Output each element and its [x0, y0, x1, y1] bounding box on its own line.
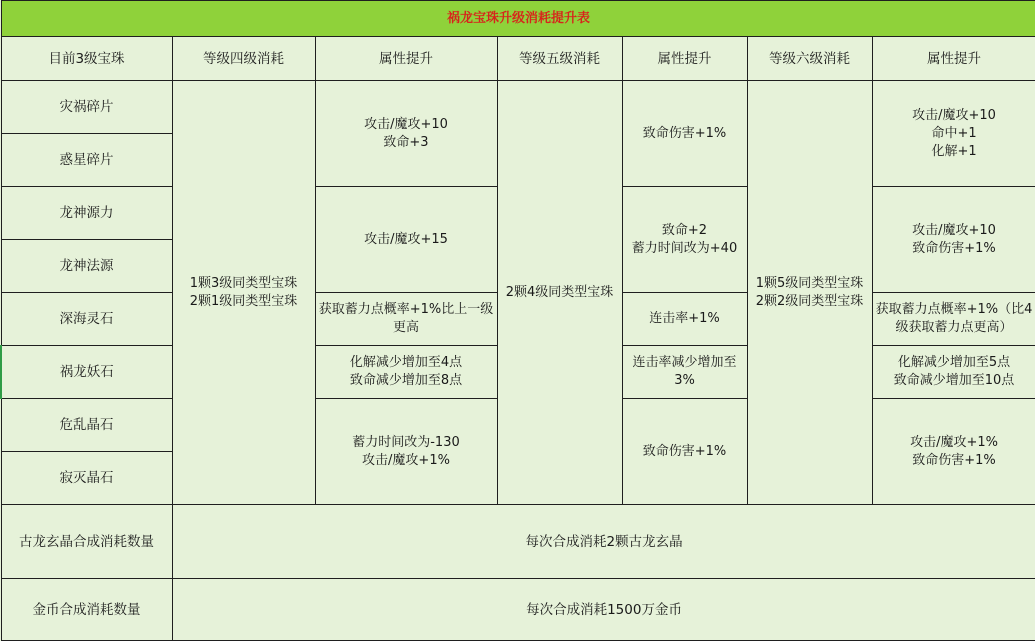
- header-current-gem[interactable]: 目前3级宝珠: [1, 37, 172, 81]
- gem-name-cell[interactable]: 惑星碎片: [1, 134, 172, 187]
- header-lv4-attr[interactable]: 属性提升: [315, 37, 497, 81]
- lv4-attr-cell[interactable]: 蓄力时间改为-130 攻击/魔攻+1%: [315, 399, 497, 505]
- lv5-attr-cell[interactable]: 连击率+1%: [622, 293, 747, 346]
- table-title[interactable]: 祸龙宝珠升级消耗提升表: [1, 1, 1035, 37]
- footer-value-cell[interactable]: 每次合成消耗1500万金币: [172, 579, 1035, 641]
- header-lv6-cost[interactable]: 等级六级消耗: [747, 37, 872, 81]
- lv4-attr-cell[interactable]: 攻击/魔攻+10 致命+3: [315, 81, 497, 187]
- lv4-attr-cell[interactable]: 获取蓄力点概率+1%比上一级更高: [315, 293, 497, 346]
- gem-name-cell[interactable]: 寂灭晶石: [1, 452, 172, 505]
- header-lv6-attr[interactable]: 属性提升: [872, 37, 1035, 81]
- gem-name-cell[interactable]: 龙神法源: [1, 240, 172, 293]
- footer-label-cell[interactable]: 古龙玄晶合成消耗数量: [1, 505, 172, 579]
- lv5-cost-cell[interactable]: 2颗4级同类型宝珠: [497, 81, 622, 505]
- lv5-attr-cell[interactable]: 致命伤害+1%: [622, 399, 747, 505]
- gem-name-cell[interactable]: 祸龙妖石: [1, 346, 172, 399]
- lv4-attr-cell[interactable]: 化解减少增加至4点 致命减少增加至8点: [315, 346, 497, 399]
- footer-label-cell[interactable]: 金币合成消耗数量: [1, 579, 172, 641]
- header-lv5-cost[interactable]: 等级五级消耗: [497, 37, 622, 81]
- lv6-attr-cell[interactable]: 攻击/魔攻+10 命中+1 化解+1: [872, 81, 1035, 187]
- lv6-attr-cell[interactable]: 攻击/魔攻+1% 致命伤害+1%: [872, 399, 1035, 505]
- footer-value-cell[interactable]: 每次合成消耗2颗古龙玄晶: [172, 505, 1035, 579]
- lv5-attr-cell[interactable]: 致命伤害+1%: [622, 81, 747, 187]
- lv4-cost-cell[interactable]: 1颗3级同类型宝珠 2颗1级同类型宝珠: [172, 81, 315, 505]
- lv6-cost-cell[interactable]: 1颗5级同类型宝珠 2颗2级同类型宝珠: [747, 81, 872, 505]
- lv6-attr-cell[interactable]: 化解减少增加至5点 致命减少增加至10点: [872, 346, 1035, 399]
- lv6-attr-cell[interactable]: 获取蓄力点概率+1%（比4级获取蓄力点更高）: [872, 293, 1035, 346]
- gem-name-cell[interactable]: 灾祸碎片: [1, 81, 172, 134]
- gem-name-cell[interactable]: 危乱晶石: [1, 399, 172, 452]
- lv5-attr-cell[interactable]: 连击率减少增加至3%: [622, 346, 747, 399]
- gem-name-cell[interactable]: 龙神源力: [1, 187, 172, 240]
- lv6-attr-cell[interactable]: 攻击/魔攻+10 致命伤害+1%: [872, 187, 1035, 293]
- header-lv5-attr[interactable]: 属性提升: [622, 37, 747, 81]
- gem-name-cell[interactable]: 深海灵石: [1, 293, 172, 346]
- header-lv4-cost[interactable]: 等级四级消耗: [172, 37, 315, 81]
- lv5-attr-cell[interactable]: 致命+2 蓄力时间改为+40: [622, 187, 747, 293]
- lv4-attr-cell[interactable]: 攻击/魔攻+15: [315, 187, 497, 293]
